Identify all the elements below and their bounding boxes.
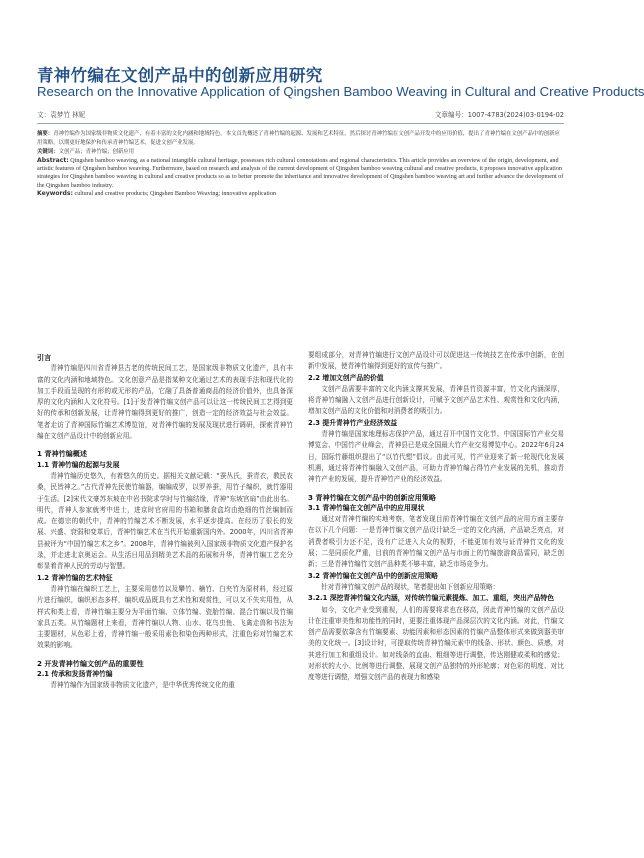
continued-paragraph: 要组成部分，对青神竹编进行文创产品设计可以促进这一传统技艺在传承中创新，在创新中发展，使青神竹编得到更好的宣传与推广。 xyxy=(308,351,564,371)
section-2-3-heading: 2.3 提升青神竹产业经济效益 xyxy=(308,418,398,427)
section-3-heading: 3 青神竹编在文创产品中的创新应用策略 xyxy=(308,492,436,502)
section-1-heading: 1 青神竹编概述 xyxy=(37,449,87,459)
section-2-1-heading: 2.1 传承和发扬青神竹编 xyxy=(37,670,113,679)
section-3-1-heading: 3.1 青神竹编在文创产品中的应用现状 xyxy=(308,503,425,512)
section-3-2-paragraph: 针对青神竹编文创产品的现状，笔者提出如下创新应用策略： xyxy=(321,582,500,591)
section-2-2-heading: 2.2 增加文创产品的价值 xyxy=(308,373,384,382)
paper-title-cn: 青神竹编在文创产品中的创新应用研究 xyxy=(37,66,323,85)
section-3-1-paragraph: 通过对青神竹编的实地考察，笔者发现目前青神竹编在文创产品的应用方面主要存在以下几个问题：一是青神竹编文创产品设计缺乏一定的文化内涵，产品缺乏亮点，对消费者吸引力还不足，没有广泛进入大众的视野，不能更加有效与证青神竹文化的发展；二是同质化严重，目前的青神竹编文创产品与市面上的竹编旅游商品雷同，缺乏创新；三是青神竹编竹文创产品种类不够丰富，缺乏市场竞争力。 xyxy=(308,515,564,569)
intro-heading: 引言 xyxy=(37,353,52,362)
abstract-block xyxy=(37,130,564,199)
section-1-1-paragraph: 青神竹编历史悠久，有着悠久的历史。据相关文献记载：“蚕丛氏，蚕青衣，教民农桑，民皆神之。”古代青神先民使竹编器，编编成罗，以罗养蚕，用竹子编织，就竹器用于生活。[2]宋代文豪苏东坡在中岩书院求学时与竹编结缘，青神“东坡宫扇”由此出名。明代，青神人参家就考中进士，进京时官府用的书箱和膳食盒均由绝细的竹丝编制而成。在德宗的朝代中，青神的竹编艺术不断发展，水平逐步提高。在经历了很长的发展、兴盛、衰弱和变革后，青神竹编艺术在当代开始重新国内外。2000年，四川省青神县被评为“中国竹编艺术之乡”。2008年，青神竹编被列入国家级非物质文化遗产保护名录，并走进北京奥运会。从生活日用品到精美艺术品的拓展和升华，青神竹编工艺充分彰显着青神人民的劳动与智慧。 xyxy=(37,471,293,571)
right-column xyxy=(308,350,564,684)
section-2-3-paragraph: 青神竹编是国家地理标志保护产品，通过召开中国竹文化节、中国国际竹产业交易博览会、中国竹产业峰会，青神县已是成全国最大竹产业交易博览中心。2022年6月24日，国际竹藤组织提出了“以竹代塑”倡议。由此可见，竹产业迎来了新一轮现代化发展机遇，通过将青神竹编融入文创产品，可助力青神竹编占得竹产业发展的先机，推动青神竹产业的发展，提升青神竹产业的经济效益。 xyxy=(308,430,564,484)
section-1-2-paragraph: 青神竹编在编织工艺上，主要采用慈竹以及攀竹、楠竹、白夹竹为原材料，经过原片进行编织，编织形态多样，编织成品既具有艺术性和观赏性，可以又不失实用性，从样式和类上看，青神竹编主要分为平面竹编、立体竹编、瓷胎竹编、混合竹编以及竹编家具五类。从竹编题材上来看，青神竹编以人物、山水、花鸟虫鱼、飞禽走兽和书法为主要题材，从色彩上看，青神竹编一般采用素色和染色两种形式，注重色彩对竹编艺术效果的影响。 xyxy=(37,584,293,650)
section-3-2-1-paragraph: 如今，文化产业受到重视，人们的需要将求也在移高，因此青神竹编的文创产品设计在注重审美性和功能性的同时，更要注重体现产品深层次的文化内涵。对此，竹编文创产品需要依靠含有竹编要素、功能因素和形态因素的竹编产品整体形式来做到器美审美的文化统一。[3]设计时，可提取传统青神竹编元素中的线条、形状、颜色、质感，对其进行加工和重组设计。如对线条的直曲、粗细等进行调整，传达刚健或柔和的感觉；对形状的大小、比例等进行调整，展现文创产品独特的外形轮廓；对色彩的明度、对比度等进行调整，增强文创产品的表现力和感染 xyxy=(308,605,564,682)
section-1-1-heading: 1.1 青神竹编的起源与发展 xyxy=(37,460,120,469)
section-3-2-1-heading: 3.2.1 深挖青神竹编文化内涵，对传统竹编元素提炼、加工、重组，突出产品特色 xyxy=(308,594,555,603)
section-2-1-paragraph: 青神竹编作为国家级非物质文化遗产，是中华优秀传统文化的重 xyxy=(50,681,235,690)
section-2-heading: 2 开发青神竹编文创产品的重要性 xyxy=(37,658,144,668)
section-2-2-paragraph: 文创产品需要丰富的文化内涵支撑其发展，青神县竹资源丰富，竹文化内涵深厚，将青神竹编融入文创产品进行创新设计，可赋予文创产品艺术性、观赏性和文化内涵，增加文创产品的文化价值和对消费者的吸引力。 xyxy=(308,384,564,416)
paper-meta xyxy=(37,109,564,121)
left-column xyxy=(37,352,293,692)
abstract-en: Abstract: Qingshen bamboo weaving, as a national intangible cultural heritage, possesses rich cultural connotations and regional characteristics. This article provides an overview of the origin, development, and artistic features of Qingshen bamboo weaving. Furthermore, based on research and analysis of the current development of Qingshen bamboo weaving cultural and creative products, it proposes innovative application strategies for Qingshen bamboo weaving in cultural and creative products so as to better promote the inheritance and innovative development of Qingshen bamboo weaving art and further advance the development of the Qingshen bamboo industry. xyxy=(37,156,564,189)
section-1-2-heading: 1.2 青神竹编的艺术特征 xyxy=(37,573,113,582)
header-rule xyxy=(37,123,564,124)
keywords-cn: 关键词：文创产品；青神竹编；创新应用 xyxy=(37,148,135,155)
author-line: 文：袁梦竹 林妮 xyxy=(37,111,86,119)
intro-paragraph: 青神竹编是四川省青神县古老的传统民间工艺，是国家级非物质文化遗产，具有丰富的文化内涵和地域特色。文化创意产品是指某种文化通过艺术的表现手法和现代化的加工手段而呈现的有形的或无形的产品，它融了具备普通商品的经济价值外，也具备深厚的文化内涵和人文化符号。[1]于发青神竹编文创产品可以让这一传统民间工艺得到更好的传承和创新发展，让青神竹编得到更好的推广，创造一定的经济效益与社会效益。笔者走访了青神国际竹编艺术博览馆，对青神竹编的发展及现状进行调研，探索青神竹编在文创产品设计中的创新应用。 xyxy=(37,364,293,441)
paper-title-en: Research on the Innovative Application of Qingshen Bamboo Weaving in Cultural and Creative Products xyxy=(37,84,644,99)
doc-number: 文章编号：1007-4783(2024)03-0194-02 xyxy=(434,111,564,119)
abstract-cn: 摘要：青神竹编作为国家级非物质文化遗产，有着丰富的文化内涵和地域特色。本文首先概述了青神竹编的起源、发展和艺术特征，然后探讨青神竹编在文创产品开发中的应用价值，提出了青神竹编在文创产品中的创新应用策略，以期更好地保护和传承青神竹编艺术，促进文创产业发展。 xyxy=(37,131,560,146)
section-3-2-heading: 3.2 青神竹编在文创产品中的创新应用策略 xyxy=(308,571,438,580)
keywords-en: Keywords: cultural and creative products; Qingshen Bamboo Weaving; innovative application xyxy=(37,190,276,198)
